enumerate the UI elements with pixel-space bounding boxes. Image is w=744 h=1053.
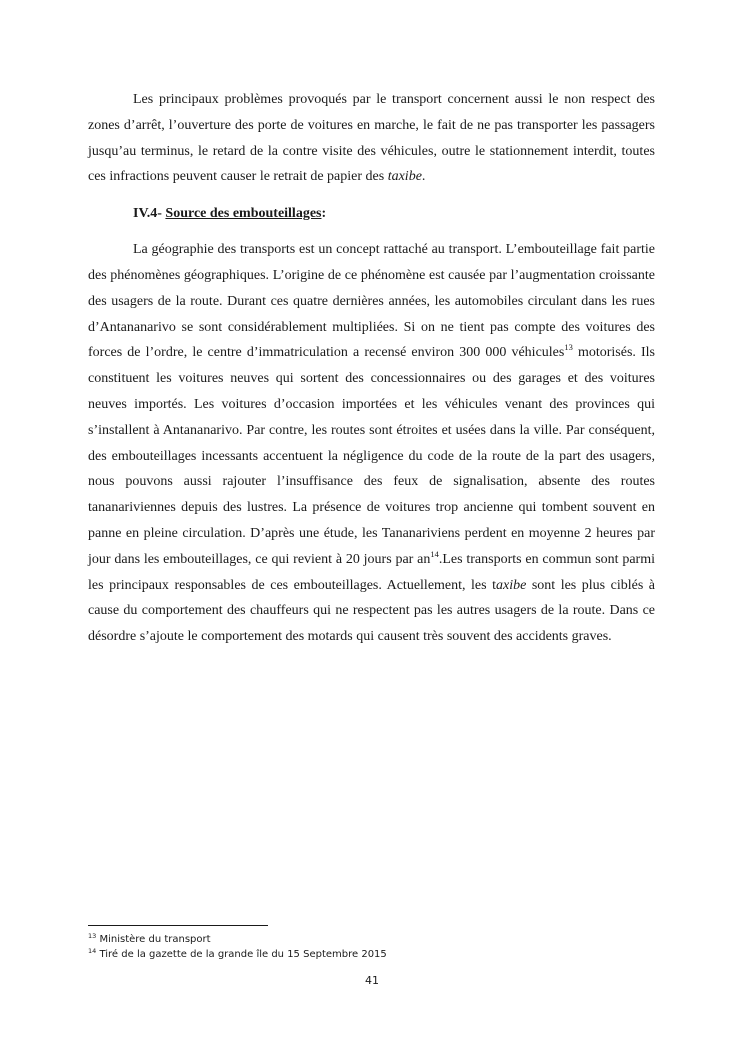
footnote-item	[88, 932, 655, 947]
footnotes	[88, 932, 655, 962]
paragraph-end: .	[421, 169, 426, 185]
body-content	[88, 87, 655, 650]
footnote-reference: 14	[430, 548, 439, 559]
section-title: Source des embouteillages	[165, 206, 322, 222]
page-number: 41	[365, 974, 379, 987]
italic-term: axibe	[496, 577, 527, 593]
paragraph-text: .Les transports en commun sont parmi les principaux responsables de ces embouteillages. Actuellement, les t	[88, 551, 655, 593]
section-heading	[88, 204, 655, 224]
paragraph-text: Les principaux problèmes provoqués par le transport concernent aussi le non respect des zones d’arrêt, l’ouverture des porte de voitures en marche, le fait de ne pas transporter les passagers jusqu’au terminus, le retard de la contre visite des véhicules, outre le stationnement interdit, toutes ces infractions peuvent causer le retrait de papier des	[88, 92, 655, 185]
footnote-number: 13	[88, 932, 97, 940]
footnote-number: 14	[88, 947, 97, 955]
paragraph-text: motorisés. Ils constituent les voitures neuves qui sortent des concessionnaires ou des garages et des voitures neuves importés. Les voitures d’occasion importées et les véhicules venant des provinces qui s’installent à Antananarivo. Par contre, les routes sont étroites et usées dans la ville. Par conséquent, des embouteillages incessants accentuent la négligence du code de la route de la part des usagers, nous pouvons aussi rajouter l’insuffisance des feux de signalisation, absente des routes tananariviennes depuis des lustres. La présence de voitures trop ancienne qui tombent souvent en panne en pleine circulation. D’après une étude, les Tananariviens perdent en moyenne 2 heures par jour dans les embouteillages, ce qui revient à 20 jours par an	[88, 345, 655, 567]
paragraph-transport-problems	[88, 87, 655, 190]
paragraph-traffic-jams	[88, 237, 655, 650]
paragraph-text: sont les plus ciblés à cause du comportement des chauffeurs qui ne respectent pas les autres usagers de la route. Dans ce désordre s’ajoute le comportement des motards qui causent très souvent des accidents graves.	[88, 577, 655, 645]
section-number: IV.4-	[133, 206, 166, 222]
section-colon: :	[321, 206, 327, 222]
paragraph-text: La géographie des transports est un concept rattaché au transport. L’embouteillage fait partie des phénomènes géographiques. L’origine de ce phénomène est causée par l’augmentation croissante des usagers de la route. Durant ces quatre dernières années, les automobiles circulant dans les rues d’Antananarivo se sont considérablement multipliées. Si on ne tient pas compte des voitures des forces de l’ordre, le centre d’immatriculation a recensé environ 300 000 véhicules	[88, 242, 655, 361]
footnote-text: Ministère du transport	[96, 934, 211, 945]
italic-term: taxibe	[387, 169, 422, 185]
footnote-reference: 13	[564, 342, 573, 353]
footnote-separator	[88, 925, 268, 926]
footnote-text: Tiré de la gazette de la grande île du 15 Septembre 2015	[96, 949, 387, 960]
footnote-item	[88, 947, 655, 962]
